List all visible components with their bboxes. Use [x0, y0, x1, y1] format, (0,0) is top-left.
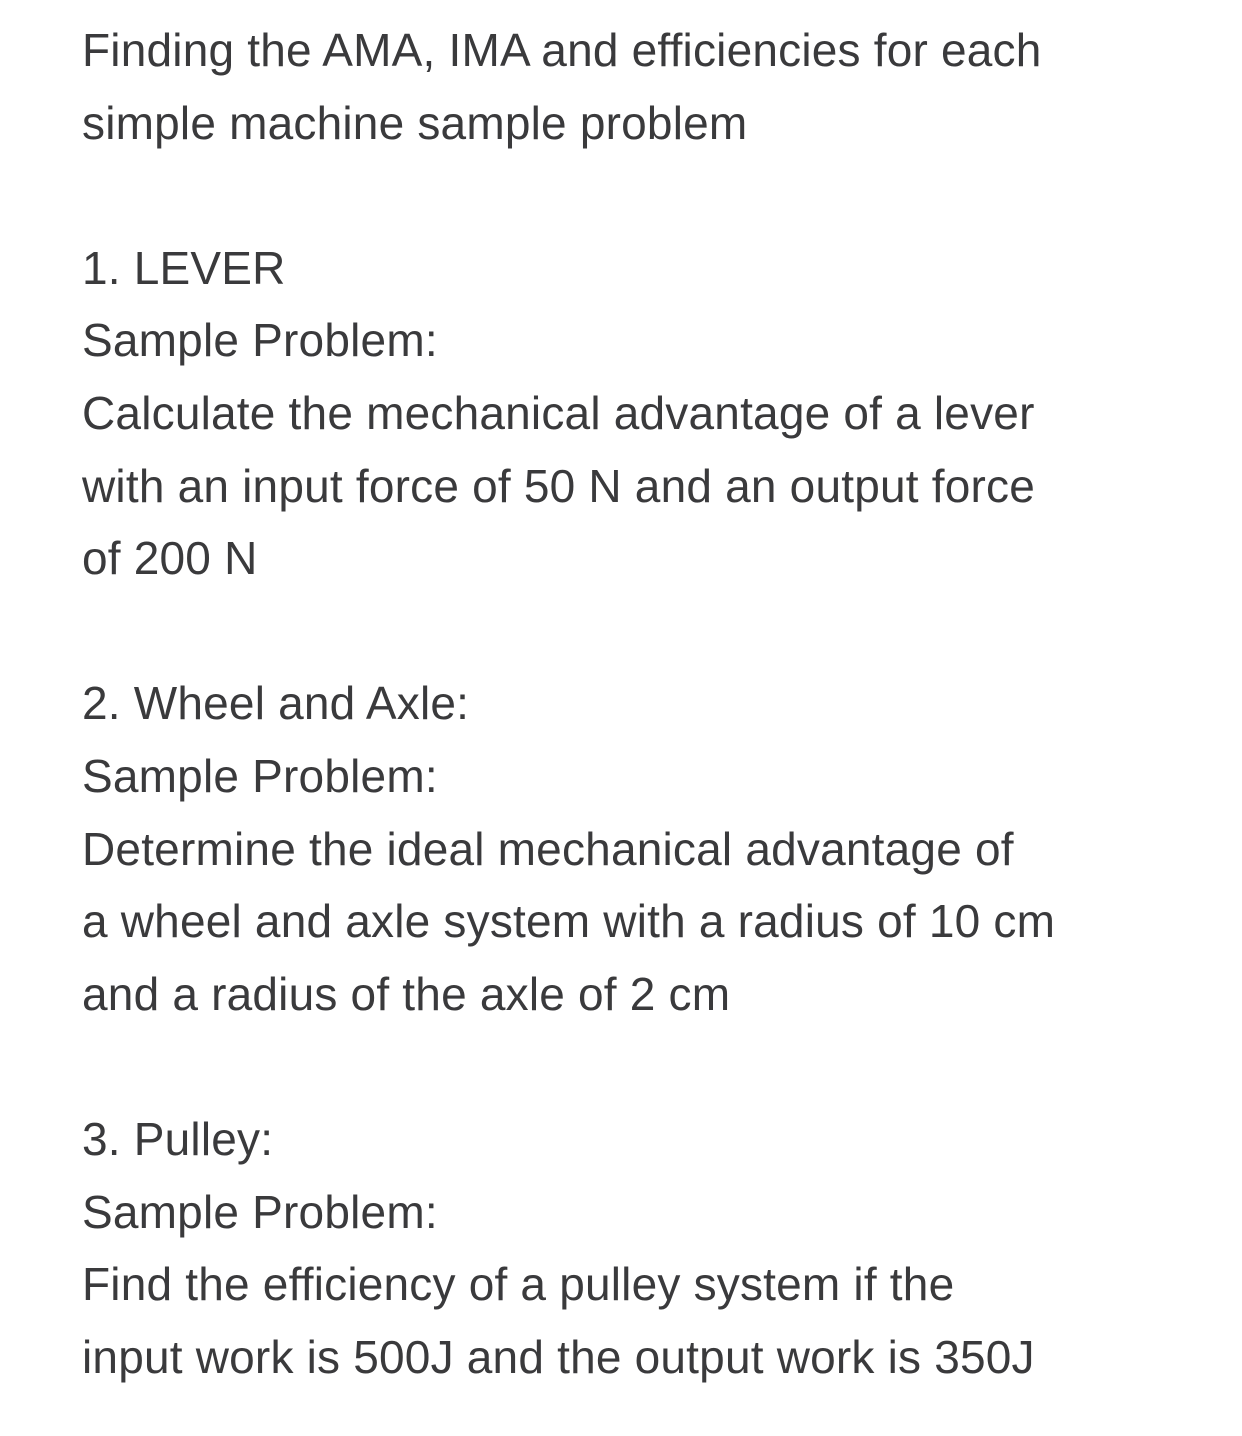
problem-line: with an input force of 50 N and an output force [82, 459, 1036, 512]
problem-line: of 200 N [82, 532, 258, 585]
section-heading: 3. Pulley: [82, 1112, 274, 1165]
note-title-line-2: simple machine sample problem [82, 96, 748, 149]
sample-problem-label: Sample Problem: [82, 314, 438, 367]
spacer [82, 1030, 1192, 1103]
note-title-line-1: Finding the AMA, IMA and efficiencies for each [82, 24, 1042, 76]
spacer [82, 159, 1192, 232]
section-wheel-and-axle [82, 667, 1192, 1030]
problem-line: and a radius of the axle of 2 cm [82, 967, 731, 1020]
problem-line: input work is 500J and the output work is 350J [82, 1330, 1035, 1383]
problem-line: Calculate the mechanical advantage of a lever [82, 386, 1035, 439]
spacer [82, 595, 1192, 668]
problem-line: Find the efficiency of a pulley system if the [82, 1258, 955, 1311]
section-heading: 2. Wheel and Axle: [82, 677, 470, 730]
note-body [82, 14, 1192, 1393]
problem-line: a wheel and axle system with a radius of 10 cm [82, 895, 1056, 948]
sample-problem-label: Sample Problem: [82, 1185, 438, 1238]
section-lever [82, 232, 1192, 595]
section-heading: 1. LEVER [82, 241, 286, 294]
section-pulley [82, 1103, 1192, 1393]
problem-line: Determine the ideal mechanical advantage of [82, 822, 1014, 875]
sample-problem-label: Sample Problem: [82, 749, 438, 802]
